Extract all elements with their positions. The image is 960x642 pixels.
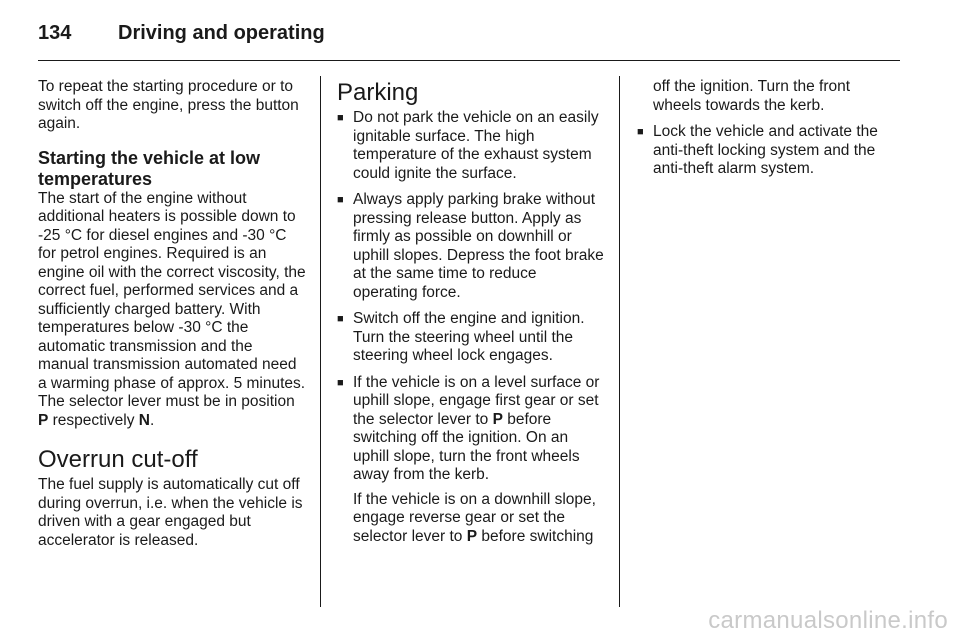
column-3 xyxy=(637,78,893,187)
list-item xyxy=(337,109,605,183)
bullet-icon: ■ xyxy=(337,112,344,124)
page-header xyxy=(38,18,325,48)
column-divider-2 xyxy=(619,76,620,607)
overrun-heading: Overrun cut-off xyxy=(38,446,198,473)
column-divider-1 xyxy=(320,76,321,607)
continued-text: off the ignition. Turn the front wheels towards the kerb. xyxy=(653,78,851,114)
position-p: P xyxy=(38,411,49,429)
list-item-text-part: before switching xyxy=(477,527,594,545)
overrun-paragraph: The fuel supply is automatically cut off during overrun, i.e. when the vehicle is driven with a gear engaged but accelerator is released. xyxy=(38,476,303,549)
bullet-icon: ■ xyxy=(337,194,344,206)
parking-list xyxy=(337,109,605,546)
intro-paragraph: To repeat the starting procedure or to switch off the engine, press the button again. xyxy=(38,78,299,132)
list-item xyxy=(337,191,605,302)
bullet-icon: ■ xyxy=(637,126,644,138)
low-temp-text-2: respectively xyxy=(48,411,139,429)
watermark: carmanualsonline.info xyxy=(708,607,948,634)
list-item-text xyxy=(353,374,599,484)
list-item-text-part: If the vehicle is on a level surface or uphill slope, engage first gear or set the selector lever to xyxy=(353,373,600,428)
position-n: N xyxy=(138,411,150,429)
list-item xyxy=(337,310,605,366)
list-item-text: Switch off the engine and ignition. Turn the steering wheel until the steering wheel lock engages. xyxy=(353,310,585,364)
list-item xyxy=(337,374,605,547)
bullet-icon: ■ xyxy=(337,376,344,389)
position-p: P xyxy=(466,527,478,545)
section-title: Driving and operating xyxy=(118,22,325,44)
column-2 xyxy=(337,79,605,554)
list-item-text-part: If the vehicle is on a downhill slope, engage reverse gear or set the selector lever to xyxy=(353,490,596,545)
low-temp-paragraph xyxy=(38,190,306,431)
list-item-text-part: before switching off the ignition. On an uphill slope, turn the front wheels away from the kerb. xyxy=(353,410,580,483)
page-number: 134 xyxy=(38,22,72,44)
column-1 xyxy=(38,78,306,550)
position-p: P xyxy=(492,410,503,428)
low-temp-text-1: The start of the engine without additional heaters is possible down to -25 °C for diesel engines and -30 °C for petrol engines. Required is an engine oil with the correct viscosity, the correct fuel, performed services and a sufficiently charged battery. With temperatures below -30 °C the automatic transmission and the manual transmission automated need a warming phase of approx. 5 minutes. The selector lever must be in position xyxy=(38,189,306,410)
low-temp-heading: Starting the vehicle at low temperatures xyxy=(38,147,261,189)
list-item-text: Always apply parking brake without pressing release button. Apply as firmly as possible on downhill or uphill slopes. Depress the foot brake at the same time to reduce operating force. xyxy=(353,191,604,301)
bullet-icon: ■ xyxy=(337,313,344,325)
list-item-text: Lock the vehicle and activate the anti-theft locking system and the anti-theft alarm system. xyxy=(653,123,878,177)
list-item xyxy=(637,123,893,179)
header-rule xyxy=(38,60,900,61)
parking-heading: Parking xyxy=(337,79,419,106)
parking-list-continued xyxy=(637,123,893,179)
list-item-text: Do not park the vehicle on an easily ignitable surface. The high temperature of the exhaust system could ignite the surface. xyxy=(353,109,599,182)
list-item-continuation xyxy=(353,491,605,547)
low-temp-text-3: . xyxy=(150,411,155,429)
